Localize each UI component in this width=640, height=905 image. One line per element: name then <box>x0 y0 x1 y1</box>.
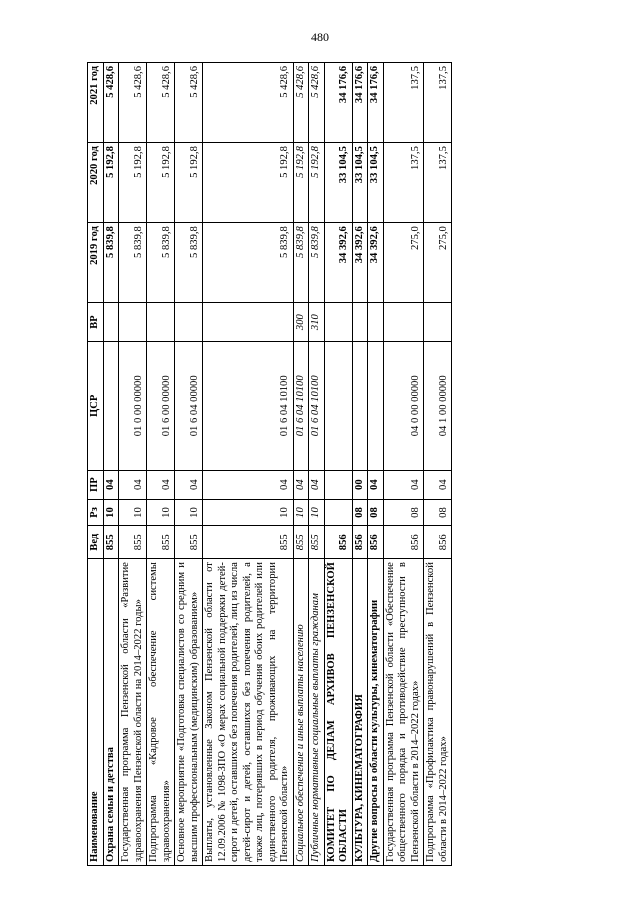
cell-2020: 33 104,5 <box>352 143 368 223</box>
cell-pr: 04 <box>368 470 384 499</box>
header-rz: Рз <box>88 499 104 526</box>
table-body <box>103 63 452 866</box>
cell-csr: 04 0 00 00000 <box>383 342 424 471</box>
cell-vr: 300 <box>293 303 309 342</box>
cell-name: Социальное обеспечение и иные выплаты населению <box>293 559 309 866</box>
cell-2021: 5 428,6 <box>119 63 147 143</box>
cell-2020: 137,5 <box>383 143 424 223</box>
cell-csr: 01 6 04 00000 <box>175 342 203 471</box>
cell-2021: 137,5 <box>424 63 452 143</box>
cell-rz: 10 <box>293 499 309 526</box>
cell-2020: 137,5 <box>424 143 452 223</box>
cell-2020: 5 192,8 <box>175 143 203 223</box>
table-row <box>324 63 352 866</box>
cell-2021: 34 176,6 <box>368 63 384 143</box>
cell-vr <box>383 303 424 342</box>
cell-2019: 275,0 <box>424 223 452 303</box>
cell-vr <box>368 303 384 342</box>
cell-2020: 33 104,5 <box>324 143 352 223</box>
cell-name: Государственная программа Пензенской области «Обеспечение общественного порядка и противодействие преступности в Пензенской области в 2014–2022 годах» <box>383 559 424 866</box>
cell-name: Основное мероприятие «Подготовка специалистов со средним и высшим профессиональным (медицинским) образованием» <box>175 559 203 866</box>
cell-ved: 855 <box>309 526 325 559</box>
cell-vr <box>103 303 119 342</box>
cell-vr <box>324 303 352 342</box>
table-row <box>352 63 368 866</box>
cell-2021: 5 428,6 <box>309 63 325 143</box>
cell-ved: 855 <box>147 526 175 559</box>
table-row <box>368 63 384 866</box>
table-row <box>424 63 452 866</box>
table-row <box>293 63 309 866</box>
cell-vr <box>175 303 203 342</box>
header-pr: ПР <box>88 470 104 499</box>
cell-ved: 856 <box>324 526 352 559</box>
cell-2019: 5 839,8 <box>309 223 325 303</box>
cell-ved: 855 <box>103 526 119 559</box>
cell-2020: 5 192,8 <box>119 143 147 223</box>
header-2021: 2021 год <box>88 63 104 143</box>
table-row <box>309 63 325 866</box>
cell-csr <box>324 342 352 471</box>
cell-csr: 04 1 00 00000 <box>424 342 452 471</box>
header-csr: ЦСР <box>88 342 104 471</box>
cell-ved: 855 <box>175 526 203 559</box>
cell-rz: 08 <box>424 499 452 526</box>
cell-pr: 04 <box>203 470 294 499</box>
cell-rz: 10 <box>203 499 294 526</box>
cell-name: Подпрограмма «Кадровое обеспечение системы здравоохранения» <box>147 559 175 866</box>
table-header-row <box>88 63 104 866</box>
cell-rz: 08 <box>368 499 384 526</box>
cell-2019: 5 839,8 <box>175 223 203 303</box>
cell-2019: 34 392,6 <box>368 223 384 303</box>
cell-2021: 5 428,6 <box>203 63 294 143</box>
cell-2019: 5 839,8 <box>147 223 175 303</box>
cell-2020: 5 192,8 <box>309 143 325 223</box>
budget-table <box>87 62 452 866</box>
cell-2020: 5 192,8 <box>147 143 175 223</box>
table-row <box>103 63 119 866</box>
rotated-table-canvas <box>87 62 562 866</box>
cell-name: Выплаты, установленные Законом Пензенской области от 12.09.2006 № 1098-ЗПО «О мерах социальной поддержки детей-сирот и детей, оставшихся без попечения родителей, лиц из числа детей-сирот и детей, оставшихся без попечения родителей, а также лиц, потерявших в период обучения обоих родителей или единственного родителя, проживающих на территории Пензенской области» <box>203 559 294 866</box>
cell-pr: 04 <box>309 470 325 499</box>
cell-csr <box>352 342 368 471</box>
cell-pr: 04 <box>119 470 147 499</box>
cell-ved: 856 <box>352 526 368 559</box>
cell-2020: 5 192,8 <box>103 143 119 223</box>
header-name: Наименование <box>88 559 104 866</box>
cell-csr: 01 6 04 10100 <box>293 342 309 471</box>
cell-rz: 08 <box>383 499 424 526</box>
table-row <box>147 63 175 866</box>
table-row <box>175 63 203 866</box>
cell-vr <box>352 303 368 342</box>
cell-2019: 34 392,6 <box>352 223 368 303</box>
cell-name: Подпрограмма «Профилактика правонарушений в Пензенской области в 2014–2022 годах» <box>424 559 452 866</box>
cell-vr: 310 <box>309 303 325 342</box>
cell-pr: 04 <box>293 470 309 499</box>
cell-rz: 10 <box>147 499 175 526</box>
cell-rz: 10 <box>103 499 119 526</box>
cell-csr: 01 6 00 00000 <box>147 342 175 471</box>
cell-pr: 04 <box>383 470 424 499</box>
cell-ved: 856 <box>368 526 384 559</box>
cell-2019: 5 839,8 <box>103 223 119 303</box>
table-row <box>119 63 147 866</box>
cell-csr: 01 6 04 10100 <box>309 342 325 471</box>
cell-csr: 01 0 00 00000 <box>119 342 147 471</box>
cell-csr <box>103 342 119 471</box>
cell-2019: 34 392,6 <box>324 223 352 303</box>
cell-2019: 5 839,8 <box>203 223 294 303</box>
cell-vr <box>203 303 294 342</box>
cell-ved: 855 <box>293 526 309 559</box>
table-row <box>383 63 424 866</box>
cell-pr: 04 <box>147 470 175 499</box>
cell-2020: 5 192,8 <box>203 143 294 223</box>
cell-rz <box>324 499 352 526</box>
cell-ved: 855 <box>119 526 147 559</box>
cell-2021: 34 176,6 <box>352 63 368 143</box>
cell-2019: 5 839,8 <box>293 223 309 303</box>
cell-2021: 5 428,6 <box>147 63 175 143</box>
cell-2021: 5 428,6 <box>293 63 309 143</box>
cell-pr <box>324 470 352 499</box>
cell-2021: 137,5 <box>383 63 424 143</box>
cell-vr <box>119 303 147 342</box>
cell-name: Охрана семьи и детства <box>103 559 119 866</box>
cell-2021: 5 428,6 <box>103 63 119 143</box>
cell-2021: 34 176,6 <box>324 63 352 143</box>
cell-vr <box>424 303 452 342</box>
cell-ved: 855 <box>203 526 294 559</box>
rotated-table-wrapper <box>87 62 562 866</box>
header-vr: ВР <box>88 303 104 342</box>
cell-2020: 33 104,5 <box>368 143 384 223</box>
cell-rz: 08 <box>352 499 368 526</box>
cell-2019: 5 839,8 <box>119 223 147 303</box>
cell-pr: 04 <box>175 470 203 499</box>
cell-pr: 00 <box>352 470 368 499</box>
header-2019: 2019 год <box>88 223 104 303</box>
header-2020: 2020 год <box>88 143 104 223</box>
cell-name: Другие вопросы в области культуры, кинематографии <box>368 559 384 866</box>
cell-pr: 04 <box>424 470 452 499</box>
cell-vr <box>147 303 175 342</box>
cell-ved: 856 <box>424 526 452 559</box>
cell-2021: 5 428,6 <box>175 63 203 143</box>
page-number: 480 <box>311 30 329 44</box>
cell-pr: 04 <box>103 470 119 499</box>
cell-rz: 10 <box>175 499 203 526</box>
header-ved: Вед <box>88 526 104 559</box>
cell-name: КОМИТЕТ ПО ДЕЛАМ АРХИВОВ ПЕНЗЕНСКОЙ ОБЛАСТИ <box>324 559 352 866</box>
cell-name: КУЛЬТУРА, КИНЕМАТОГРАФИЯ <box>352 559 368 866</box>
cell-ved: 856 <box>383 526 424 559</box>
cell-name: Публичные нормативные социальные выплаты гражданам <box>309 559 325 866</box>
cell-2019: 275,0 <box>383 223 424 303</box>
cell-name: Государственная программа Пензенской области «Развитие здравоохранения Пензенской области на 2014–2022 годы» <box>119 559 147 866</box>
cell-rz: 10 <box>309 499 325 526</box>
cell-rz: 10 <box>119 499 147 526</box>
cell-2020: 5 192,8 <box>293 143 309 223</box>
cell-csr: 01 6 04 10100 <box>203 342 294 471</box>
cell-csr <box>368 342 384 471</box>
table-row <box>203 63 294 866</box>
